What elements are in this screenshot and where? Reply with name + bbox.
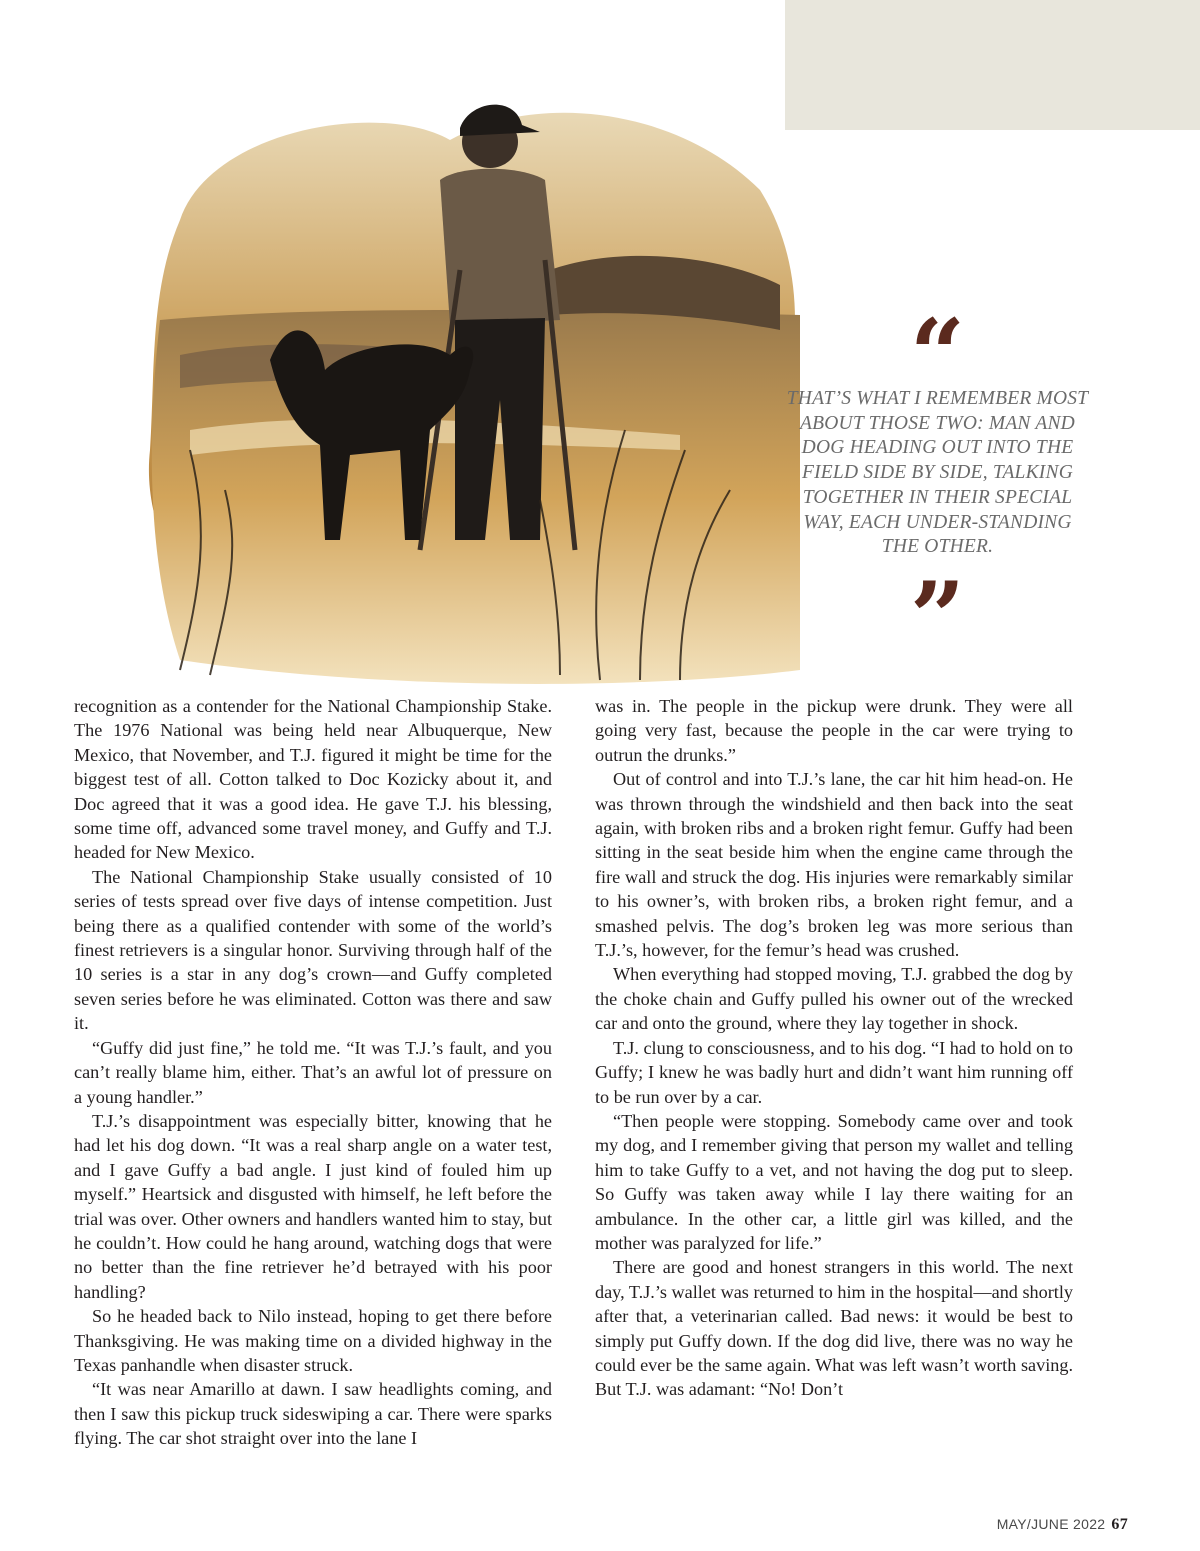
paragraph: When everything had stopped moving, T.J. grabbed the dog by the choke chain and Guffy pulled his owner out of the wrecked car and onto the ground, where they lay together in shock.: [595, 964, 1073, 1034]
man-and-dog-illustration: [120, 70, 820, 690]
open-quote-mark: “: [909, 298, 966, 411]
issue-date: MAY/JUNE 2022: [996, 1516, 1106, 1532]
paragraph: T.J.’s disappointment was especially bitter, knowing that he had let his dog down. “It was a real sharp angle on a water test, and I gave Guffy a bad angle. I just kind of fouled him up myself.” Heartsick and disgusted with himself, he left before the trial was over. Other owners and handlers wanted him to stay, but he couldn’t. How could he hang around, watching dogs that were no better than the fine retriever he’d betrayed with his poor handling?: [74, 1110, 552, 1302]
paragraph: There are good and honest strangers in this world. The next day, T.J.’s wallet was returned to him in the hospital—and shortly after that, a veterinarian called. Bad news: it would be best to simply put Guffy down. If the dog did live, there was no way he could ever be the same again. What was left wasn’t worth saving. But T.J. was adamant: “No! Don’t: [595, 1257, 1073, 1400]
paragraph: “Guffy did just fine,” he told me. “It was T.J.’s fault, and you can’t really blame him, either. That’s an awful lot of pressure on a young handler.”: [74, 1037, 552, 1107]
pull-quote-text: THAT’S WHAT I REMEMBER MOST ABOUT THOSE TWO: MAN AND DOG HEADING OUT INTO THE FIELD SIDE BY SIDE, TALKING TOGETHER IN THEIR SPECIAL WAY, EACH UNDER-STANDING THE OTHER.: [786, 388, 1089, 558]
paragraph: The National Championship Stake usually consisted of 10 series of tests spread over five days of intense competition. Just being there as a qualified contender with some of the world’s finest retrievers is a singular honor. Surviving through half of the 10 series is a star in any dog’s crown—and Guffy completed seven series before he was eliminated. Cotton was there and saw it.: [74, 866, 552, 1034]
article-column-left: [74, 694, 552, 1451]
paragraph: So he headed back to Nilo instead, hoping to get there before Thanksgiving. He was making time on a divided highway in the Texas panhandle when disaster struck.: [74, 1306, 552, 1375]
page-folio: [997, 1516, 1128, 1534]
paragraph: “Then people were stopping. Somebody came over and took my dog, and I remember giving that person my wallet and telling him to take Guffy to a vet, and not having the dog put to sleep. So Guffy was taken away while I lay there waiting for an ambulance. In the other car, a little girl was killed, and the mother was paralyzed for life.”: [595, 1110, 1073, 1253]
paragraph: recognition as a contender for the National Championship Stake. The 1976 National was being held near Albuquerque, New Mexico, that November, and T.J. figured it might be time for the biggest test of all. Cotton talked to Doc Kozicky about it, and Doc agreed that it was a good idea. He gave T.J. his blessing, some time off, advanced some travel money, and Guffy and T.J. headed for New Mexico.: [74, 696, 552, 863]
corner-color-block: [785, 0, 1200, 130]
paragraph: T.J. clung to consciousness, and to his dog. “I had to hold on to Guffy; I knew he was badly hurt and didn’t want him running off to be run over by a car.: [595, 1037, 1073, 1107]
article-column-right: [595, 694, 1073, 1402]
page-number: 67: [1111, 1516, 1128, 1533]
paragraph: was in. The people in the pickup were drunk. They were all going very fast, because the people in the car were trying to outrun the drunks.”: [595, 696, 1073, 765]
close-quote-mark: ”: [909, 560, 966, 674]
paragraph: “It was near Amarillo at dawn. I saw headlights coming, and then I saw this pickup truck sideswiping a car. There were sparks flying. The car shot straight over into the lane I: [74, 1379, 552, 1449]
pull-quote: [785, 298, 1090, 674]
paragraph: Out of control and into T.J.’s lane, the car hit him head-on. He was thrown through the windshield and then back into the seat again, with broken ribs and a broken right femur. Guffy had been sitting in the seat beside him when the engine came through the fire wall and struck the dog. His injuries were remarkably similar to his owner’s, with broken ribs, a broken right femur, and a smashed pelvis. The dog’s broken leg was more serious than T.J.’s, however, for the femur’s head was crushed.: [595, 769, 1073, 961]
